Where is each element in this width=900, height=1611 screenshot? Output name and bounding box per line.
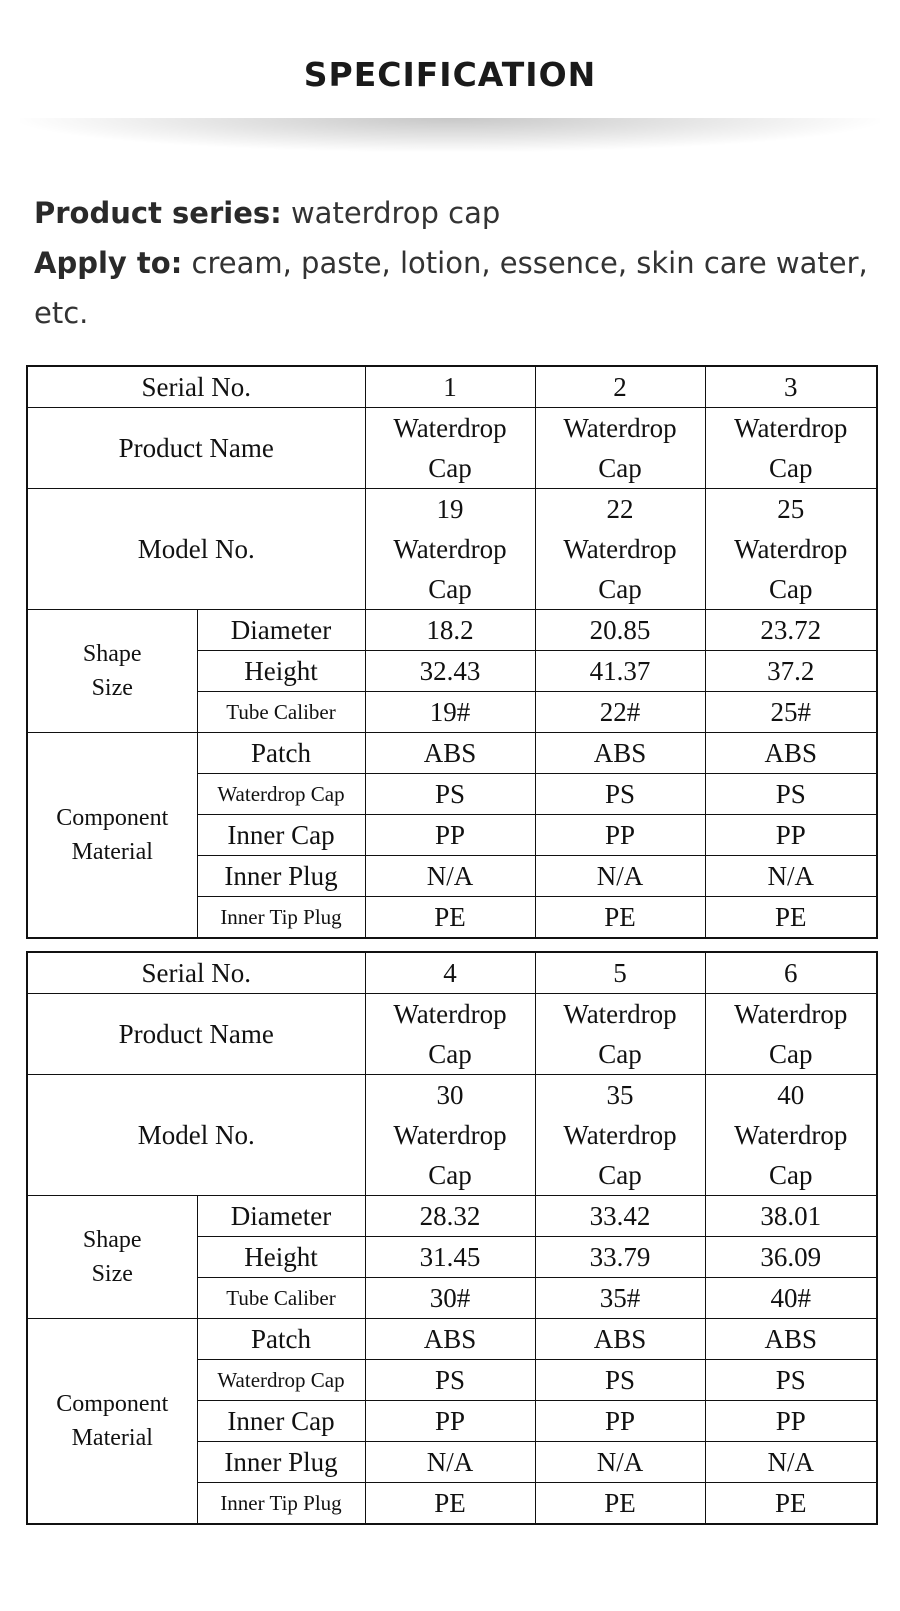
tube-caliber-cell: 40#	[705, 1278, 877, 1319]
serial-cell: 3	[705, 366, 877, 408]
patch-label: Patch	[197, 1319, 365, 1360]
inner-tip-plug-label: Inner Tip Plug	[197, 1483, 365, 1525]
height-cell: 31.45	[365, 1237, 535, 1278]
table-row	[27, 733, 877, 774]
inner-plug-cell: N/A	[705, 1442, 877, 1483]
inner-cap-label: Inner Cap	[197, 1401, 365, 1442]
inner-tip-plug-cell: PE	[365, 897, 535, 939]
product-info	[34, 188, 874, 338]
product-name-cell: Waterdrop Cap	[535, 408, 705, 489]
inner-plug-label: Inner Plug	[197, 1442, 365, 1483]
patch-cell: ABS	[705, 733, 877, 774]
height-label: Height	[197, 651, 365, 692]
waterdrop-cap-label: Waterdrop Cap	[197, 774, 365, 815]
diameter-label: Diameter	[197, 610, 365, 651]
serial-label: Serial No.	[27, 366, 365, 408]
serial-cell: 1	[365, 366, 535, 408]
shape-size-label: Shape Size	[27, 1196, 197, 1319]
table-row	[27, 994, 877, 1075]
patch-cell: ABS	[535, 733, 705, 774]
height-cell: 32.43	[365, 651, 535, 692]
height-cell: 37.2	[705, 651, 877, 692]
product-series-label: Product series:	[34, 196, 282, 230]
waterdrop-cap-cell: PS	[365, 774, 535, 815]
serial-label: Serial No.	[27, 952, 365, 994]
model-label: Model No.	[27, 489, 365, 610]
inner-cap-cell: PP	[705, 815, 877, 856]
product-series-value: waterdrop cap	[281, 196, 501, 230]
inner-cap-label: Inner Cap	[197, 815, 365, 856]
model-cell: 30 Waterdrop Cap	[365, 1075, 535, 1196]
inner-tip-plug-cell: PE	[705, 897, 877, 939]
product-name-cell: Waterdrop Cap	[365, 408, 535, 489]
inner-tip-plug-label: Inner Tip Plug	[197, 897, 365, 939]
waterdrop-cap-cell: PS	[705, 1360, 877, 1401]
table-row	[27, 1319, 877, 1360]
waterdrop-cap-cell: PS	[705, 774, 877, 815]
tube-caliber-cell: 30#	[365, 1278, 535, 1319]
table-row	[27, 1075, 877, 1196]
component-material-label: Component Material	[27, 733, 197, 939]
patch-cell: ABS	[365, 1319, 535, 1360]
height-cell: 41.37	[535, 651, 705, 692]
patch-cell: ABS	[535, 1319, 705, 1360]
inner-cap-cell: PP	[365, 1401, 535, 1442]
inner-plug-cell: N/A	[535, 1442, 705, 1483]
inner-plug-label: Inner Plug	[197, 856, 365, 897]
serial-cell: 5	[535, 952, 705, 994]
tube-caliber-cell: 22#	[535, 692, 705, 733]
serial-cell: 4	[365, 952, 535, 994]
diameter-label: Diameter	[197, 1196, 365, 1237]
table-row	[27, 408, 877, 489]
spec-table	[26, 365, 878, 939]
inner-tip-plug-cell: PE	[705, 1483, 877, 1525]
serial-cell: 2	[535, 366, 705, 408]
waterdrop-cap-cell: PS	[365, 1360, 535, 1401]
model-cell: 22 Waterdrop Cap	[535, 489, 705, 610]
diameter-cell: 38.01	[705, 1196, 877, 1237]
inner-tip-plug-cell: PE	[365, 1483, 535, 1525]
waterdrop-cap-cell: PS	[535, 1360, 705, 1401]
diameter-cell: 28.32	[365, 1196, 535, 1237]
table-row	[27, 1196, 877, 1237]
product-name-cell: Waterdrop Cap	[535, 994, 705, 1075]
table-row	[27, 489, 877, 610]
inner-plug-cell: N/A	[535, 856, 705, 897]
diameter-cell: 23.72	[705, 610, 877, 651]
inner-cap-cell: PP	[365, 815, 535, 856]
patch-cell: ABS	[705, 1319, 877, 1360]
model-label: Model No.	[27, 1075, 365, 1196]
tube-caliber-cell: 35#	[535, 1278, 705, 1319]
patch-label: Patch	[197, 733, 365, 774]
waterdrop-cap-label: Waterdrop Cap	[197, 1360, 365, 1401]
inner-tip-plug-cell: PE	[535, 897, 705, 939]
patch-cell: ABS	[365, 733, 535, 774]
inner-cap-cell: PP	[535, 1401, 705, 1442]
model-cell: 19 Waterdrop Cap	[365, 489, 535, 610]
spec-table	[26, 951, 878, 1525]
inner-cap-cell: PP	[705, 1401, 877, 1442]
product-name-label: Product Name	[27, 994, 365, 1075]
inner-plug-cell: N/A	[365, 1442, 535, 1483]
model-cell: 40 Waterdrop Cap	[705, 1075, 877, 1196]
product-name-cell: Waterdrop Cap	[365, 994, 535, 1075]
table-row	[27, 952, 877, 994]
inner-cap-cell: PP	[535, 815, 705, 856]
inner-plug-cell: N/A	[365, 856, 535, 897]
diameter-cell: 20.85	[535, 610, 705, 651]
component-material-label: Component Material	[27, 1319, 197, 1525]
serial-cell: 6	[705, 952, 877, 994]
height-cell: 33.79	[535, 1237, 705, 1278]
page-title: SPECIFICATION	[303, 55, 597, 94]
product-name-label: Product Name	[27, 408, 365, 489]
tube-caliber-cell: 19#	[365, 692, 535, 733]
waterdrop-cap-cell: PS	[535, 774, 705, 815]
model-cell: 25 Waterdrop Cap	[705, 489, 877, 610]
product-name-cell: Waterdrop Cap	[705, 408, 877, 489]
tube-caliber-cell: 25#	[705, 692, 877, 733]
apply-to-value: cream, paste, lotion, essence, skin care water, etc.	[34, 246, 868, 330]
product-series-line	[34, 188, 874, 238]
tube-caliber-label: Tube Caliber	[197, 692, 365, 733]
diameter-cell: 18.2	[365, 610, 535, 651]
inner-plug-cell: N/A	[705, 856, 877, 897]
apply-to-line	[34, 238, 874, 338]
product-name-cell: Waterdrop Cap	[705, 994, 877, 1075]
height-label: Height	[197, 1237, 365, 1278]
model-cell: 35 Waterdrop Cap	[535, 1075, 705, 1196]
height-cell: 36.09	[705, 1237, 877, 1278]
tube-caliber-label: Tube Caliber	[197, 1278, 365, 1319]
title-divider-shadow	[20, 118, 880, 152]
apply-to-label: Apply to:	[34, 246, 183, 280]
table-row	[27, 610, 877, 651]
diameter-cell: 33.42	[535, 1196, 705, 1237]
shape-size-label: Shape Size	[27, 610, 197, 733]
inner-tip-plug-cell: PE	[535, 1483, 705, 1525]
table-row	[27, 366, 877, 408]
